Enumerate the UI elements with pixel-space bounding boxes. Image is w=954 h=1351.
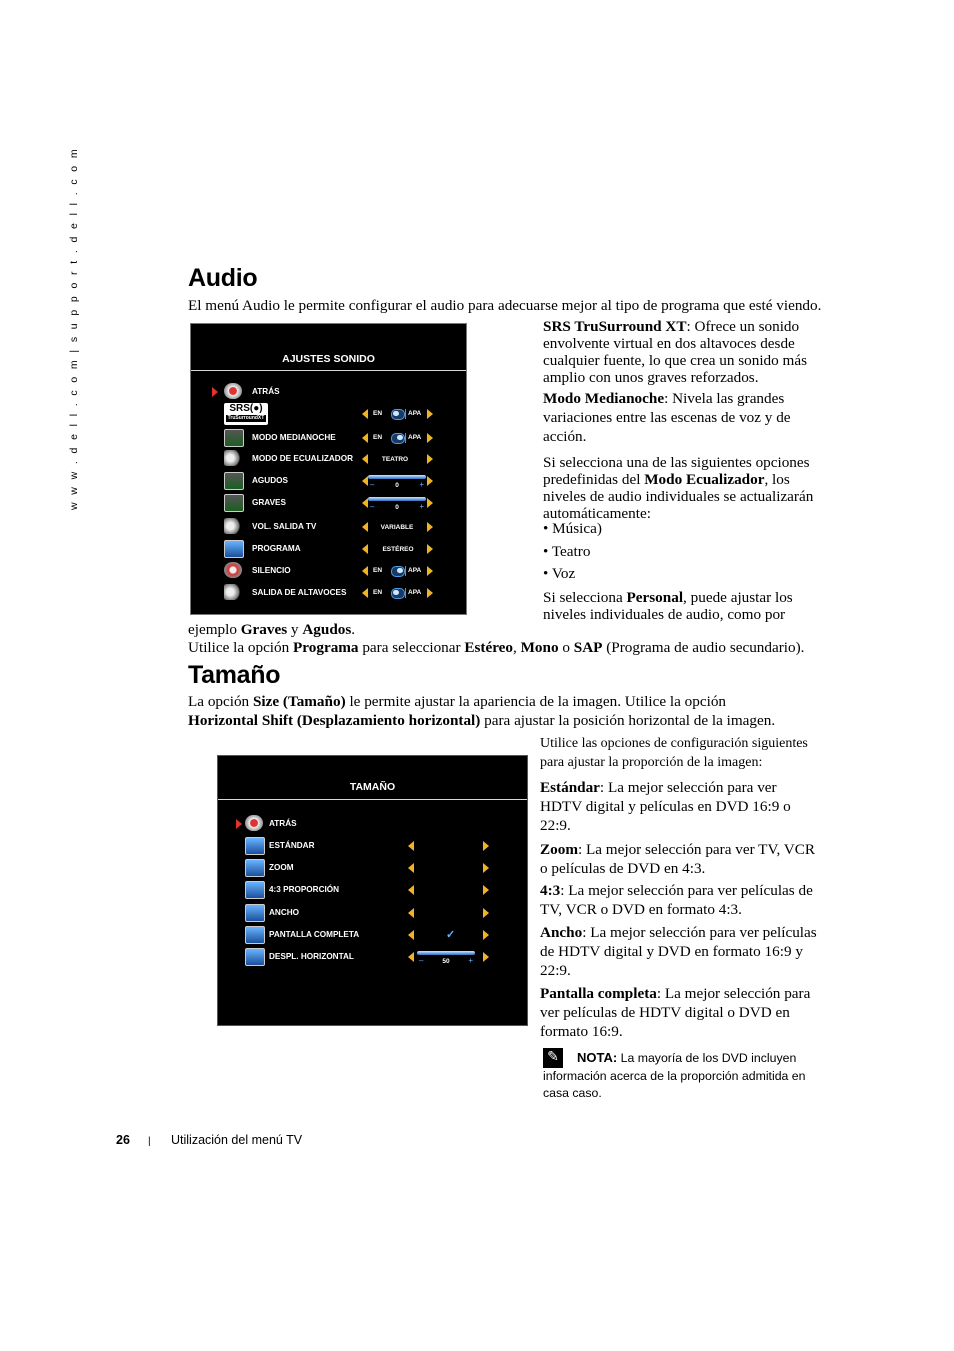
night-mode-icon [224,429,244,447]
wide-description: Ancho: La mejor selección para ver películas de HDTV digital y DVD en formato 16:9 y 22:9. [540,924,817,979]
osd-row-bass[interactable]: GRAVES – 0 + [191,494,466,514]
treble-icon [224,472,244,490]
right-arrow-icon[interactable] [483,885,489,895]
right-arrow-icon[interactable] [427,544,433,554]
personal-description: Si selecciona Personal, puede ajustar los niveles individuales de audio, como por [543,589,793,623]
speaker-output-icon [224,584,242,600]
program-description: Utilice la opción Programa para seleccionar Estéreo, Mono o SAP (Programa de audio secundario). [188,639,805,656]
right-arrow-icon[interactable] [483,863,489,873]
osd-row-zoom[interactable]: ZOOM [218,859,527,879]
toggle-switch[interactable] [391,588,405,599]
size-osd [217,755,528,1026]
wide-icon [245,904,265,922]
left-arrow-icon[interactable] [408,908,414,918]
footer-separator: | [148,1136,151,1147]
osd-row-equalizer[interactable]: MODO DE ECUALIZADOR TEATRO [191,450,466,470]
zoom-icon [245,859,265,877]
srs-description: SRS TruSurround XT: Ofrece un sonido envolvente virtual en dos altavoces desde cualquier fuente, lo que crea un sonido más amplio con unos graves reforzados. [543,318,808,386]
selected-arrow-icon [236,819,242,829]
right-arrow-icon[interactable] [427,588,433,598]
personal-example: ejemplo Graves y Agudos. [188,621,356,638]
right-arrow-icon[interactable] [483,930,489,940]
preset-description: Si selecciona una de las siguientes opciones predefinidas del Modo Ecualizador, los niveles de audio individuales se actualizarán automáticamente: [543,454,814,522]
srs-logo-icon: SRS(●) TruSurroundXT [224,403,268,425]
osd-row-mute[interactable]: SILENCIO EN APA [191,562,466,582]
osd-label: ATRÁS [252,387,280,396]
audio-settings-osd [190,323,467,615]
horizontal-shift-icon [245,948,265,966]
right-arrow-icon[interactable] [427,433,433,443]
size-heading: Tamaño [188,661,281,689]
left-arrow-icon[interactable] [408,930,414,940]
osd-row-program[interactable]: PROGRAMA ESTÉREO [191,540,466,560]
right-arrow-icon[interactable] [427,522,433,532]
checkmark-icon: ✓ [446,929,456,941]
right-arrow-icon[interactable] [483,952,489,962]
osd-row-wide[interactable]: ANCHO [218,904,527,924]
size-intro: La opción Size (Tamaño) le permite ajustar la apariencia de la imagen. Utilice la opción Horizontal Shift (Desplazamiento horizontal) para ajustar la posición horizontal de la imagen. [188,693,776,729]
toggle-switch[interactable] [391,409,405,420]
aspect-4-3-icon [245,881,265,899]
program-icon [224,540,244,558]
bass-slider[interactable]: – 0 + [368,495,426,511]
osd-row-srs[interactable]: SRS(●) TruSurroundXT EN APA [191,403,466,427]
left-arrow-icon[interactable] [408,863,414,873]
osd-row-4-3[interactable]: 4:3 PROPORCIÓN [218,881,527,901]
osd-row-treble[interactable]: AGUDOS – 0 + [191,472,466,492]
size-options-intro: Utilice las opciones de configuración siguientes para ajustar la proporción de la imagen: [540,736,808,770]
left-arrow-icon[interactable] [362,566,368,576]
left-arrow-icon[interactable] [408,885,414,895]
toggle-switch[interactable] [391,566,405,577]
standard-icon [245,837,265,855]
osd-row-back[interactable]: ATRÁS [218,815,527,835]
right-arrow-icon[interactable] [427,454,433,464]
right-arrow-icon[interactable] [427,566,433,576]
bass-icon [224,494,244,512]
right-arrow-icon[interactable] [483,908,489,918]
note: NOTA: La mayoría de los DVD incluyen información acerca de la proporción admitida en casa caso. [543,1050,806,1100]
left-arrow-icon[interactable] [362,433,368,443]
aspect-4-3-description: 4:3: La mejor selección para ver películas de TV, VCR o DVD en formato 4:3. [540,882,813,918]
zoom-description: Zoom: La mejor selección para ver TV, VCR o películas de DVD en 4:3. [540,841,815,877]
osd-row-horizontal-shift[interactable]: DESPL. HORIZONTAL – 50 + [218,948,527,968]
night-mode-description: Modo Medianoche: Nivela las grandes variaciones entre las escenas de voz y de acción. [543,390,791,445]
preset-bullet-2: • Teatro [543,543,591,560]
left-arrow-icon[interactable] [408,841,414,851]
osd-row-tv-out-volume[interactable]: VOL. SALIDA TV VARIABLE [191,518,466,538]
back-icon [224,383,242,399]
right-arrow-icon[interactable] [427,476,433,486]
note-pencil-icon: ✎ [543,1048,563,1068]
osd-row-night[interactable]: MODO MEDIANOCHE EN APA [191,429,466,449]
osd-title: AJUSTES SONIDO [282,353,375,365]
full-screen-icon [245,926,265,944]
preset-bullet-3: • Voz [543,565,576,582]
page-number: 26 [116,1133,130,1147]
right-arrow-icon[interactable] [427,409,433,419]
toggle-switch[interactable] [391,433,405,444]
horizontal-shift-slider[interactable]: – 50 + [417,949,475,965]
back-icon [245,815,263,831]
full-screen-description: Pantalla completa: La mejor selección para ver películas de HDTV digital o DVD en formato 16:9. [540,985,811,1040]
footer-section-title: Utilización del menú TV [171,1133,303,1147]
osd-row-full-screen[interactable]: PANTALLA COMPLETA ✓ [218,926,527,946]
audio-intro: El menú Audio le permite configurar el audio para adecuarse mejor al tipo de programa que esté viendo. [188,297,822,314]
left-arrow-icon[interactable] [408,952,414,962]
mute-icon [224,562,242,578]
volume-icon [224,518,242,534]
osd-row-back[interactable] [191,383,466,403]
right-arrow-icon[interactable] [483,841,489,851]
selected-arrow-icon [212,387,218,397]
treble-slider[interactable]: – 0 + [368,473,426,489]
speaker-icon [224,450,242,466]
osd-title: TAMAÑO [349,781,396,793]
audio-heading: Audio [188,264,258,292]
preset-bullet-1: • Música) [543,520,602,537]
osd-row-speakers[interactable]: SALIDA DE ALTAVOCES EN APA [191,584,466,604]
right-arrow-icon[interactable] [427,498,433,508]
standard-description: Estándar: La mejor selección para ver HDTV digital y películas en DVD 16:9 o 22:9. [540,779,791,834]
sidebar-url: w w w . d e l l . c o m | s u p p o r t . d e l l . c o m [68,146,80,510]
left-arrow-icon[interactable] [362,409,368,419]
osd-row-standard[interactable]: ESTÁNDAR [218,837,527,857]
left-arrow-icon[interactable] [362,588,368,598]
